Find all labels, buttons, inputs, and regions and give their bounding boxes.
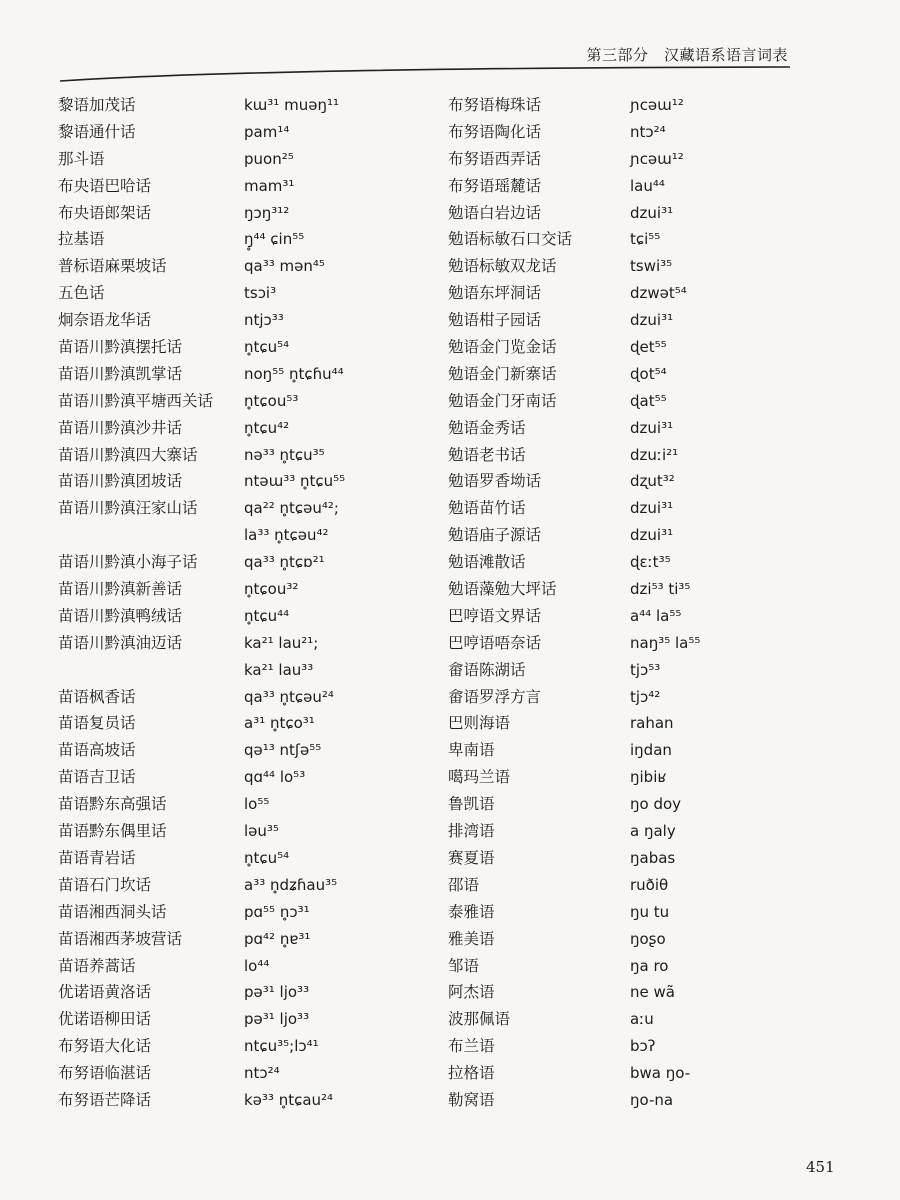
word-form: iŋdan bbox=[630, 741, 672, 760]
language-name: 优诺语柳田话 bbox=[58, 1010, 152, 1029]
word-entry-row bbox=[448, 468, 848, 495]
word-entry-row bbox=[58, 872, 438, 899]
word-form: n̥tɕu⁵⁴ bbox=[244, 848, 290, 867]
language-name: 苗语湘西茅坡营话 bbox=[58, 929, 183, 948]
word-entry-row bbox=[58, 899, 438, 926]
word-form: qa³³ n̥tɕəu²⁴ bbox=[244, 687, 334, 706]
word-entry-row bbox=[448, 280, 848, 307]
word-entry-row bbox=[448, 845, 848, 872]
language-name: 苗语石门坎话 bbox=[58, 875, 152, 894]
language-name: 苗语黔东偶里话 bbox=[58, 822, 167, 841]
language-name: 苗语川黔滇团坡话 bbox=[58, 472, 183, 491]
word-entry-row bbox=[58, 200, 438, 227]
word-entry-row bbox=[448, 92, 848, 119]
word-entry-row bbox=[58, 684, 438, 711]
word-entry-row bbox=[58, 361, 438, 388]
word-form: n̥tɕu⁴² bbox=[244, 418, 290, 437]
word-entry-row bbox=[448, 388, 848, 415]
word-form: qə¹³ ntʃə⁵⁵ bbox=[244, 741, 322, 760]
language-name: 苗语湘西洞头话 bbox=[58, 902, 167, 921]
word-form: n̥tɕu⁴⁴ bbox=[244, 606, 290, 625]
word-entry-row bbox=[58, 415, 438, 442]
word-entry-row bbox=[58, 92, 438, 119]
word-form: ləu³⁵ bbox=[244, 822, 279, 841]
word-entry-row bbox=[58, 603, 438, 630]
word-form: ɲcəɯ¹² bbox=[630, 149, 684, 168]
word-entry-row bbox=[448, 979, 848, 1006]
language-name: 排湾语 bbox=[448, 822, 495, 841]
word-entry-row bbox=[58, 764, 438, 791]
word-form: dzui³¹ bbox=[630, 526, 674, 545]
word-form: ɖot⁵⁴ bbox=[630, 364, 667, 383]
word-entry-row bbox=[58, 657, 438, 684]
word-form: pə³¹ ljo³³ bbox=[244, 983, 310, 1002]
language-name: 布央语巴哈话 bbox=[58, 176, 152, 195]
word-form: dʐut³² bbox=[630, 472, 675, 491]
language-name: 苗语吉卫话 bbox=[58, 768, 136, 787]
word-form: ŋo doy bbox=[630, 795, 682, 814]
language-name: 赛夏语 bbox=[448, 848, 495, 867]
language-name: 拉基语 bbox=[58, 230, 105, 249]
word-form: ŋu tu bbox=[630, 902, 670, 921]
language-name: 苗语川黔滇新善话 bbox=[58, 580, 183, 599]
language-name: 勒窝语 bbox=[448, 1090, 495, 1109]
language-name: 畲语罗浮方言 bbox=[448, 687, 542, 706]
word-form: qɑ⁴⁴ lo⁵³ bbox=[244, 768, 306, 787]
word-entry-row bbox=[58, 173, 438, 200]
word-form: ŋ̥⁴⁴ ɕin⁵⁵ bbox=[244, 230, 305, 249]
language-name: 布兰语 bbox=[448, 1037, 495, 1056]
language-name: 雅美语 bbox=[448, 929, 495, 948]
word-entry-row bbox=[58, 576, 438, 603]
word-entry-row bbox=[448, 791, 848, 818]
word-form: mam³¹ bbox=[244, 176, 295, 195]
language-name: 阿杰语 bbox=[448, 983, 495, 1002]
language-name: 布努语大化话 bbox=[58, 1037, 152, 1056]
word-entry-row bbox=[448, 119, 848, 146]
word-form: nə³³ n̥tɕu³⁵ bbox=[244, 445, 325, 464]
word-form: la³³ n̥tɕəu⁴² bbox=[244, 526, 329, 545]
language-name: 苗语川黔滇四大寨话 bbox=[58, 445, 198, 464]
word-entry-row bbox=[58, 549, 438, 576]
language-name: 勉语金门牙南话 bbox=[448, 391, 557, 410]
language-name: 苗语川黔滇小海子话 bbox=[58, 553, 198, 572]
word-form: ŋo-na bbox=[630, 1090, 674, 1109]
language-name: 勉语金门新寨话 bbox=[448, 364, 557, 383]
language-name: 卑南语 bbox=[448, 741, 495, 760]
word-entry-row bbox=[58, 1033, 438, 1060]
left-column bbox=[58, 92, 438, 1114]
word-form: pɑ⁴² n̥ɐ³¹ bbox=[244, 929, 311, 948]
word-form: ruðiθ bbox=[630, 875, 669, 894]
language-name: 波那佩语 bbox=[448, 1010, 511, 1029]
word-form: dzi⁵³ ti³⁵ bbox=[630, 580, 691, 599]
language-name: 五色话 bbox=[58, 284, 105, 303]
language-name: 苗语川黔滇摆托话 bbox=[58, 338, 183, 357]
language-name: 邹语 bbox=[448, 956, 480, 975]
language-name: 布努语陶化话 bbox=[448, 122, 542, 141]
word-entry-row bbox=[58, 1060, 438, 1087]
word-form: ŋoʂo bbox=[630, 929, 666, 948]
word-form: a⁴⁴ la⁵⁵ bbox=[630, 606, 682, 625]
language-name: 勉语老书话 bbox=[448, 445, 526, 464]
language-name: 苗语养蒿话 bbox=[58, 956, 136, 975]
language-name: 苗语川黔滇沙井话 bbox=[58, 418, 183, 437]
word-entry-row bbox=[448, 200, 848, 227]
word-entry-row bbox=[58, 979, 438, 1006]
word-form: noŋ⁵⁵ n̥tɕɦu⁴⁴ bbox=[244, 364, 344, 383]
word-form: dzui³¹ bbox=[630, 499, 674, 518]
word-entry-row bbox=[58, 253, 438, 280]
language-name: 苗语高坡话 bbox=[58, 741, 136, 760]
language-name: 巴哼语唔奈话 bbox=[448, 633, 542, 652]
language-name: 勉语东坪洞话 bbox=[448, 284, 542, 303]
word-entry-row bbox=[58, 334, 438, 361]
language-name: 巴则海语 bbox=[448, 714, 511, 733]
word-form: kə³³ n̥tɕau²⁴ bbox=[244, 1090, 334, 1109]
header-rule bbox=[60, 66, 790, 82]
word-entry-row bbox=[58, 630, 438, 657]
language-name: 勉语滩散话 bbox=[448, 553, 526, 572]
word-form: a³³ n̥dʑɦau³⁵ bbox=[244, 875, 338, 894]
language-name: 苗语川黔滇平塘西关话 bbox=[58, 391, 214, 410]
word-entry-row bbox=[58, 845, 438, 872]
word-form: naŋ³⁵ la⁵⁵ bbox=[630, 633, 701, 652]
language-name: 苗语黔东高强话 bbox=[58, 795, 167, 814]
word-form: ntəɯ³³ n̥tɕu⁵⁵ bbox=[244, 472, 346, 491]
word-form: rahan bbox=[630, 714, 674, 733]
word-entry-row bbox=[58, 495, 438, 522]
word-form: ntjɔ³³ bbox=[244, 311, 284, 330]
word-entry-row bbox=[58, 710, 438, 737]
language-name: 苗语川黔滇鸭绒话 bbox=[58, 606, 183, 625]
language-name: 黎语加茂话 bbox=[58, 96, 136, 114]
word-entry-row bbox=[448, 953, 848, 980]
word-entry-row bbox=[448, 710, 848, 737]
language-name: 布努语西弄话 bbox=[448, 149, 542, 168]
language-name: 苗语川黔滇凯掌话 bbox=[58, 364, 183, 383]
word-entry-row bbox=[448, 549, 848, 576]
word-form: pə³¹ ljo³³ bbox=[244, 1010, 310, 1029]
word-entry-row bbox=[58, 226, 438, 253]
word-form: qa³³ n̥tɕɒ²¹ bbox=[244, 553, 325, 572]
word-form: tjɔ⁵³ bbox=[630, 660, 661, 679]
word-entry-row bbox=[58, 522, 438, 549]
word-entry-row bbox=[58, 468, 438, 495]
word-form: ntɔ²⁴ bbox=[244, 1064, 280, 1083]
word-form: ka²¹ lau³³ bbox=[244, 660, 314, 679]
language-name: 邵语 bbox=[448, 875, 480, 894]
word-entry-row bbox=[448, 361, 848, 388]
word-form: lau⁴⁴ bbox=[630, 176, 665, 195]
word-entry-row bbox=[448, 334, 848, 361]
word-entry-row bbox=[58, 119, 438, 146]
word-entry-row bbox=[448, 872, 848, 899]
word-entry-row bbox=[58, 280, 438, 307]
language-name: 布努语临湛话 bbox=[58, 1064, 152, 1083]
word-form: ɲcəɯ¹² bbox=[630, 96, 684, 114]
word-form: qa³³ mən⁴⁵ bbox=[244, 257, 325, 276]
language-name: 勉语金秀话 bbox=[448, 418, 526, 437]
language-name: 畲语陈湖话 bbox=[448, 660, 526, 679]
language-name: 勉语白岩边话 bbox=[448, 203, 542, 222]
language-name: 拉格语 bbox=[448, 1064, 495, 1083]
language-name: 布努语梅珠话 bbox=[448, 96, 542, 114]
word-form: tswi³⁵ bbox=[630, 257, 673, 276]
word-form: bɔʔ bbox=[630, 1037, 656, 1056]
word-form: tjɔ⁴² bbox=[630, 687, 661, 706]
language-name: 布努语瑶麓话 bbox=[448, 176, 542, 195]
word-entry-row bbox=[448, 576, 848, 603]
word-entry-row bbox=[448, 226, 848, 253]
word-entry-row bbox=[448, 1087, 848, 1114]
word-entry-row bbox=[58, 818, 438, 845]
word-form: ntɕu³⁵;lɔ⁴¹ bbox=[244, 1037, 319, 1056]
language-name: 苗语川黔滇油迈话 bbox=[58, 633, 183, 652]
language-name: 勉语罗香坳话 bbox=[448, 472, 542, 491]
word-entry-row bbox=[58, 1087, 438, 1114]
word-entry-row bbox=[448, 253, 848, 280]
language-name: 苗语枫香话 bbox=[58, 687, 136, 706]
word-form: lo⁴⁴ bbox=[244, 956, 270, 975]
word-form: ɖat⁵⁵ bbox=[630, 391, 667, 410]
word-form: a³¹ n̥tɕo³¹ bbox=[244, 714, 315, 733]
word-form: dzui³¹ bbox=[630, 203, 674, 222]
language-name: 勉语柑子园话 bbox=[448, 311, 542, 330]
language-name: 噶玛兰语 bbox=[448, 768, 511, 787]
word-form: pɑ⁵⁵ n̥ɔ³¹ bbox=[244, 902, 310, 921]
language-name: 黎语通什话 bbox=[58, 122, 136, 141]
word-form: pam¹⁴ bbox=[244, 122, 290, 141]
word-form: ɖɛːt³⁵ bbox=[630, 553, 671, 572]
word-form: tɕi⁵⁵ bbox=[630, 230, 661, 249]
word-entry-row bbox=[448, 603, 848, 630]
language-name: 勉语庙子源话 bbox=[448, 526, 542, 545]
word-entry-row bbox=[448, 737, 848, 764]
word-form: ɖet⁵⁵ bbox=[630, 338, 667, 357]
language-name: 苗语复员话 bbox=[58, 714, 136, 733]
word-form: ŋabas bbox=[630, 848, 676, 867]
language-name: 那斗语 bbox=[58, 149, 105, 168]
word-entry-row bbox=[448, 926, 848, 953]
word-entry-row bbox=[448, 657, 848, 684]
word-entry-row bbox=[448, 442, 848, 469]
word-form: ka²¹ lau²¹; bbox=[244, 633, 319, 652]
word-entry-row bbox=[448, 415, 848, 442]
word-entry-row bbox=[448, 764, 848, 791]
language-name: 布努语芒降话 bbox=[58, 1090, 152, 1109]
language-name: 勉语苗竹话 bbox=[448, 499, 526, 518]
word-form: kɯ³¹ muəŋ¹¹ bbox=[244, 96, 339, 114]
language-name: 勉语标敏石口交话 bbox=[448, 230, 573, 249]
word-form: qa²² n̥tɕəu⁴²; bbox=[244, 499, 339, 518]
language-name: 鲁凯语 bbox=[448, 795, 495, 814]
language-name: 勉语金门览金话 bbox=[448, 338, 557, 357]
language-name: 苗语川黔滇汪家山话 bbox=[58, 499, 198, 518]
word-form: ŋɔŋ³¹² bbox=[244, 203, 290, 222]
language-name: 苗语青岩话 bbox=[58, 848, 136, 867]
word-form: aːu bbox=[630, 1010, 654, 1029]
word-form: dzwət⁵⁴ bbox=[630, 284, 687, 303]
word-form: n̥tɕou³² bbox=[244, 580, 299, 599]
word-form: a ŋaly bbox=[630, 822, 676, 841]
word-entry-row bbox=[448, 146, 848, 173]
word-form: ne wã bbox=[630, 983, 675, 1002]
word-form: bwa ŋo- bbox=[630, 1064, 691, 1083]
word-entry-row bbox=[58, 388, 438, 415]
word-entry-row bbox=[448, 1033, 848, 1060]
word-form: dzui³¹ bbox=[630, 418, 674, 437]
word-entry-row bbox=[448, 684, 848, 711]
language-name: 炯奈语龙华话 bbox=[58, 311, 152, 330]
word-form: dzui³¹ bbox=[630, 311, 674, 330]
language-name: 普标语麻栗坡话 bbox=[58, 257, 167, 276]
language-name: 优诺语黄洛话 bbox=[58, 983, 152, 1002]
word-entry-row bbox=[448, 495, 848, 522]
word-entry-row bbox=[58, 926, 438, 953]
word-form: ŋa ro bbox=[630, 956, 669, 975]
word-form: lo⁵⁵ bbox=[244, 795, 270, 814]
word-entry-row bbox=[448, 818, 848, 845]
word-form: dzuːi²¹ bbox=[630, 445, 679, 464]
word-entry-row bbox=[448, 630, 848, 657]
word-form: ntɔ²⁴ bbox=[630, 122, 666, 141]
word-entry-row bbox=[58, 791, 438, 818]
word-entry-row bbox=[58, 146, 438, 173]
word-entry-row bbox=[448, 173, 848, 200]
word-entry-row bbox=[448, 1006, 848, 1033]
right-column bbox=[448, 92, 848, 1114]
language-name: 巴哼语文界话 bbox=[448, 606, 542, 625]
language-name: 泰雅语 bbox=[448, 902, 495, 921]
page-header: 第三部分 汉藏语系语言词表 bbox=[586, 46, 788, 64]
word-entry-row bbox=[58, 737, 438, 764]
language-name: 勉语藻勉大坪话 bbox=[448, 580, 557, 599]
language-name: 勉语标敏双龙话 bbox=[448, 257, 557, 276]
page-number: 451 bbox=[806, 1158, 835, 1176]
word-form: n̥tɕu⁵⁴ bbox=[244, 338, 290, 357]
word-form: tsɔi³ bbox=[244, 284, 277, 303]
word-entry-row bbox=[58, 442, 438, 469]
word-form: puon²⁵ bbox=[244, 149, 294, 168]
word-entry-row bbox=[58, 953, 438, 980]
word-entry-row bbox=[448, 307, 848, 334]
word-entry-row bbox=[58, 307, 438, 334]
word-form: n̥tɕou⁵³ bbox=[244, 391, 299, 410]
language-name: 布央语郎架话 bbox=[58, 203, 152, 222]
word-entry-row bbox=[448, 1060, 848, 1087]
word-form: ŋibiʁ bbox=[630, 768, 667, 787]
word-entry-row bbox=[58, 1006, 438, 1033]
word-entry-row bbox=[448, 899, 848, 926]
word-entry-row bbox=[448, 522, 848, 549]
